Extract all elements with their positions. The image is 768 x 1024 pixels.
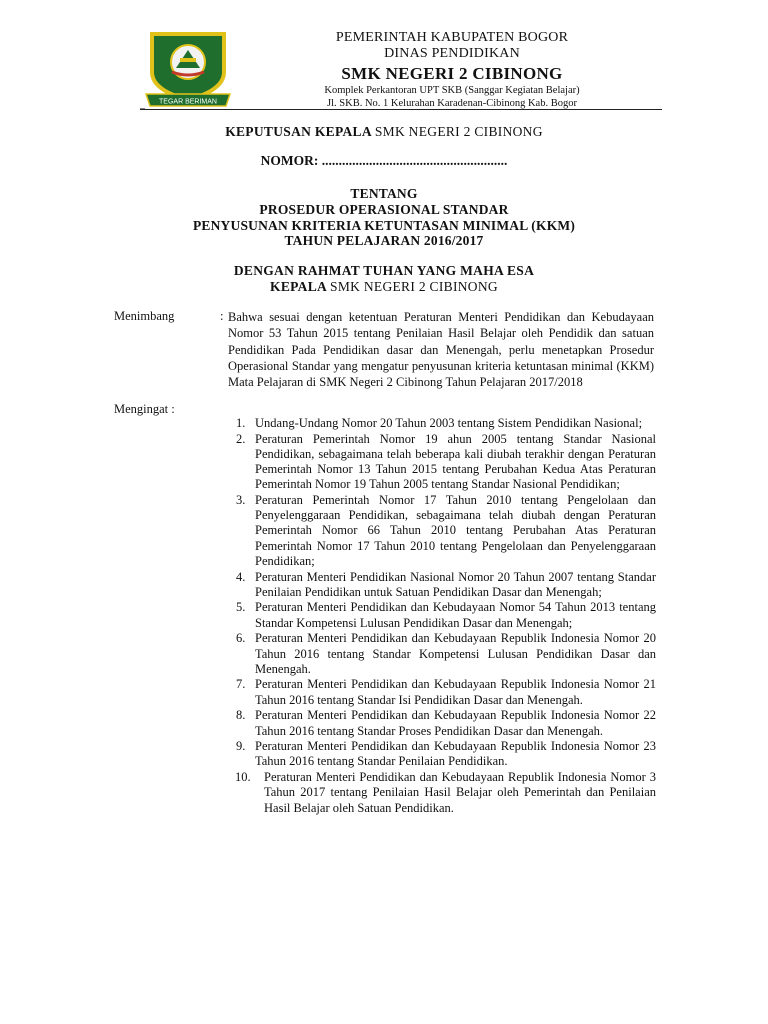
decree-subject-2: PENYUSUNAN KRITERIA KETUNTASAN MINIMAL (KKM): [192, 217, 576, 233]
list-item-text: Undang-Undang Nomor 20 Tahun 2003 tentang Sistem Pendidikan Nasional;: [255, 416, 643, 430]
decree-number: NOMOR: .......................................................: [260, 153, 508, 168]
list-item-number: 9.: [236, 739, 246, 754]
list-item: [230, 432, 656, 493]
list-item-text: Peraturan Menteri Pendidikan dan Kebudayaan Nomor 54 Tahun 2013 tentang Standar Kompetensi Lulusan Pendidikan Dasar dan Menengah;: [255, 600, 656, 630]
list-item-number: 3.: [236, 493, 246, 508]
decree-title-prefix: KEPUTUSAN KEPALA: [225, 124, 372, 139]
decree-tentang: TENTANG: [350, 186, 418, 201]
decree-kepala-school: SMK NEGERI 2 CIBINONG: [330, 278, 498, 294]
list-item-text: Peraturan Menteri Pendidikan Nasional Nomor 20 Tahun 2007 tentang Standar Penilaian Pendidikan untuk Satuan Pendidikan Dasar dan Menengah;: [255, 569, 656, 599]
letterhead-address-2: Jl. SKB. No. 1 Kelurahan Karadenan-Cibinong Kab. Bogor: [327, 98, 577, 110]
list-item: [230, 770, 656, 816]
letterhead-divider: [140, 109, 662, 110]
menimbang-label: Menimbang: [114, 309, 175, 323]
list-item-number: 10.: [235, 770, 251, 785]
list-item-text: Peraturan Menteri Pendidikan dan Kebudayaan Republik Indonesia Nomor 22 Tahun 2016 tentang Standar Proses Pendidikan Dasar dan Menengah.: [255, 708, 656, 738]
list-item: [230, 416, 656, 431]
decree-kepala-prefix: KEPALA: [270, 278, 327, 294]
menimbang-colon: :: [220, 309, 224, 323]
mengingat-list: [230, 416, 656, 816]
decree-blessing: DENGAN RAHMAT TUHAN YANG MAHA ESA: [233, 263, 535, 278]
letterhead-dash: –: [140, 103, 145, 114]
list-item-number: 1.: [236, 416, 246, 430]
kabupaten-bogor-crest-icon: [142, 28, 234, 110]
list-item: [230, 677, 656, 707]
list-item-number: 6.: [236, 631, 246, 646]
list-item: [230, 600, 656, 630]
decree-title: [0, 124, 768, 140]
list-item-text: Peraturan Menteri Pendidikan dan Kebudayaan Republik Indonesia Nomor 3 Tahun 2017 tentang Penilaian Hasil Belajar oleh Pemerintah dan Penilaian Hasil Belajar oleh Satuan Pendidikan.: [264, 770, 656, 815]
list-item-text: Peraturan Menteri Pendidikan dan Kebudayaan Republik Indonesia Nomor 21 Tahun 2016 tentang Standar Isi Pendidikan Dasar dan Menengah.: [255, 677, 656, 707]
crest-motto: TEGAR BERIMAN: [159, 98, 217, 106]
letterhead-address-1: Komplek Perkantoran UPT SKB (Sanggar Kegiatan Belajar): [324, 84, 580, 96]
list-item-number: 7.: [236, 677, 246, 692]
list-item-number: 2.: [236, 431, 246, 446]
list-item: [230, 708, 656, 738]
mengingat-label: Mengingat :: [114, 402, 175, 416]
list-item: [230, 570, 656, 600]
decree-subject-1: PROSEDUR OPERASIONAL STANDAR: [259, 201, 509, 217]
letterhead-government: PEMERINTAH KABUPATEN BOGOR: [335, 30, 569, 45]
letterhead: [240, 30, 664, 111]
decree-subject-3: TAHUN PELAJARAN 2016/2017: [284, 233, 484, 249]
menimbang-text: Bahwa sesuai dengan ketentuan Peraturan Menteri Pendidikan dan Kebudayaan Nomor 53 Tahun 2015 tentang Penilaian Hasil Belajar oleh Pendidik dan satuan Pendidikan Pada Pendidikan dasar dan Menengah, perlu menetapkan Prosedur Operasional Standar yang mengatur penyusunan kriteria ketuntasan minimal (KKM) Mata Pelajaran di SMK Negeri 2 Cibinong Tahun Pelajaran 2017/2018: [228, 310, 654, 390]
list-item: [230, 739, 656, 769]
letterhead-department: DINAS PENDIDIKAN: [384, 46, 520, 62]
list-item-text: Peraturan Pemerintah Nomor 17 Tahun 2010 tentang Pengelolaan dan Penyelenggaraan Pendidikan, sebagaimana telah diubah dengan Peraturan Pemerintah Nomor 66 Tahun 2010 tentang Perubahan Atas Peraturan Pemerintah Nomor 17 Tahun 2010 tentang Pengelolaan dan Penyelenggaraan Pendidikan;: [255, 493, 656, 568]
list-item-text: Peraturan Menteri Pendidikan dan Kebudayaan Republik Indonesia Nomor 20 Tahun 2016 tentang Standar Kompetensi Lulusan Pendidikan Dasar dan Menengah.: [255, 631, 656, 676]
decree-kepala: [0, 279, 768, 295]
list-item-number: 4.: [236, 569, 246, 584]
list-item: [230, 493, 656, 569]
letterhead-school-name: SMK NEGERI 2 CIBINONG: [341, 64, 563, 84]
decree-opening: [0, 263, 768, 295]
list-item-number: 8.: [236, 708, 246, 723]
list-item-text: Peraturan Pemerintah Nomor 19 ahun 2005 tentang Standar Nasional Pendidikan, sebagaimana telah beberapa kali diubah terakhir dengan Peraturan Pemerintah Nomor 13 Tahun 2015 tentang Perubahan Kedua Atas Peraturan Pemerintah Nomor 19 Tahun 2005 tentang Standar Nasional Pendidikan;: [255, 431, 656, 492]
decree-title-school: SMK NEGERI 2 CIBINONG: [374, 124, 543, 139]
decree-subject: [0, 186, 768, 249]
list-item-number: 5.: [236, 600, 246, 615]
list-item: [230, 631, 656, 677]
list-item-text: Peraturan Menteri Pendidikan dan Kebudayaan Republik Indonesia Nomor 23 Tahun 2016 tentang Standar Penilaian Pendidikan.: [255, 739, 656, 769]
